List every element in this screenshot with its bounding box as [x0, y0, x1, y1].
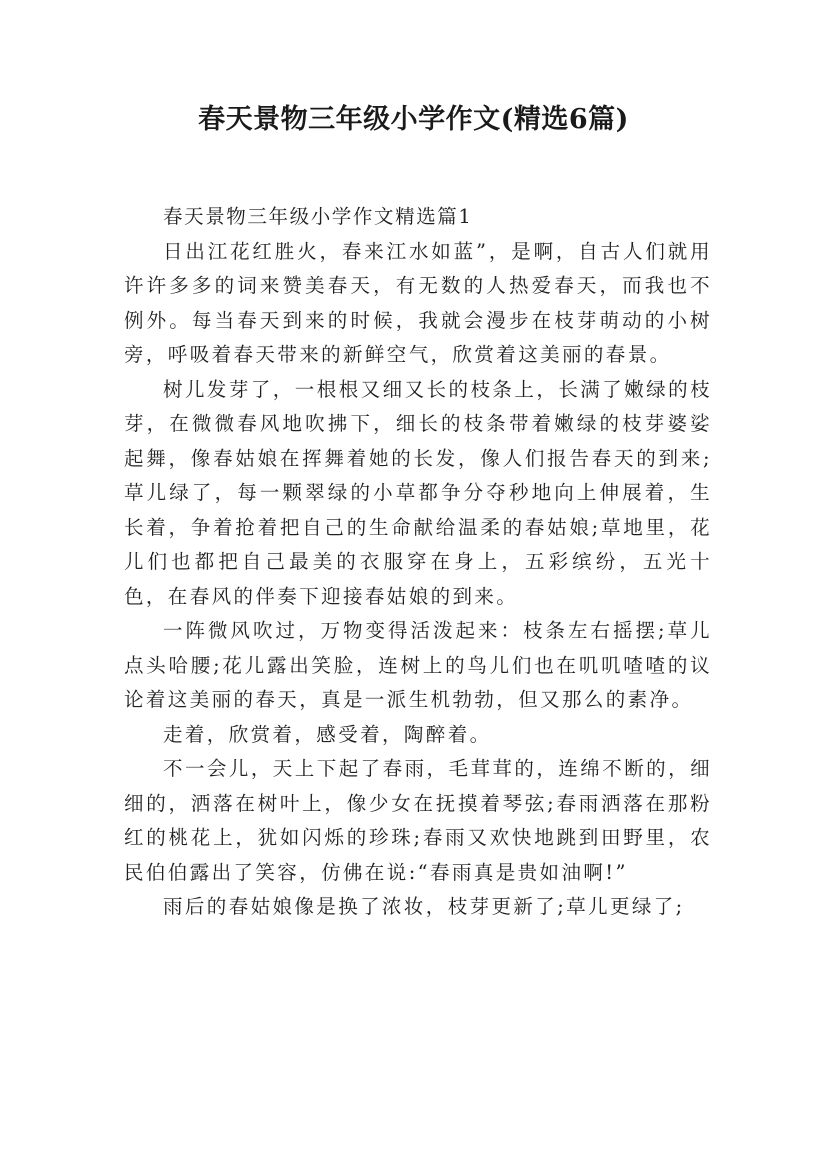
paragraph: 不一会儿，天上下起了春雨，毛茸茸的，连绵不断的，细细的，洒落在树叶上，像少女在抚摸着琴弦;春雨洒落在那粉红的桃花上，犹如闪烁的珍珠;春雨又欢快地跳到田野里，农民伯伯露出了笑容，仿佛在说:“春雨真是贵如油啊!”	[124, 757, 712, 884]
section-heading: 春天景物三年级小学作文精选篇1	[163, 205, 473, 228]
document-title: 春天景物三年级小学作文(精选6篇)	[198, 104, 629, 135]
paragraph: 日出江花红胜火，春来江水如蓝”，是啊，自古人们就用许许多多的词来赞美春天，有无数的人热爱春天，而我也不例外。每当春天到来的时候，我就会漫步在枝芽萌动的小树旁，呼吸着春天带来的新鲜空气，欣赏着这美丽的春景。	[124, 239, 712, 366]
paragraph: 树儿发芽了，一根根又细又长的枝条上，长满了嫩绿的枝芽，在微微春风地吹拂下，细长的枝条带着嫩绿的枝芽婆娑起舞，像春姑娘在挥舞着她的长发，像人们报告春天的到来;草儿绿了，每一颗翠绿的小草都争分夺秒地向上伸展着，生长着，争着抢着把自己的生命献给温柔的春姑娘;草地里，花儿们也都把自己最美的衣服穿在身上，五彩缤纷，五光十色，在春风的伴奏下迎接春姑娘的到来。	[124, 377, 712, 608]
paragraph: 走着，欣赏着，感受着，陶醉着。	[163, 722, 492, 746]
paragraph: 一阵微风吹过，万物变得活泼起来：枝条左右摇摆;草儿点头哈腰;花儿露出笑脸，连树上的鸟儿们也在叽叽喳喳的议论着这美丽的春天，真是一派生机勃勃，但又那么的素净。	[124, 619, 712, 711]
document-body	[124, 200, 712, 925]
paragraph: 雨后的春姑娘像是换了浓妆，枝芽更新了;草儿更绿了;	[163, 895, 685, 918]
